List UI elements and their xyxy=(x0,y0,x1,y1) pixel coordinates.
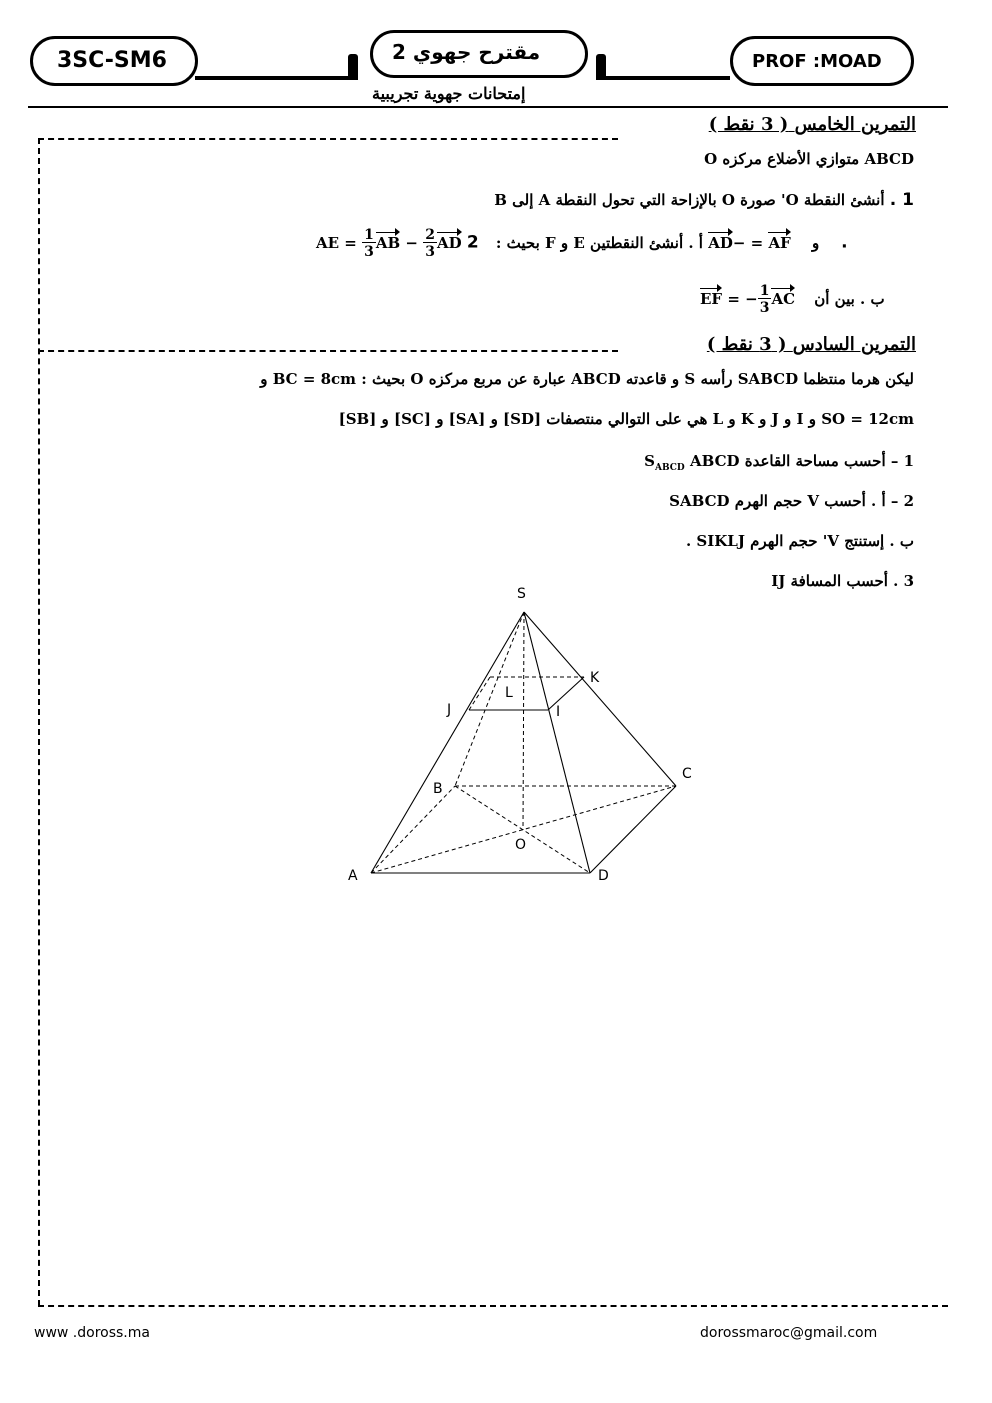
label-D: D xyxy=(598,868,609,884)
exercise6-points: ( 3 نقط ) xyxy=(706,334,787,355)
label-A: A xyxy=(348,868,358,884)
q2b-formula: EF = − $\frac{1}{3}$ AC xyxy=(700,283,796,316)
exercise5-q2b xyxy=(700,284,885,315)
e6-q1-sub: ABCD xyxy=(655,463,685,473)
edge-SB xyxy=(455,612,524,786)
segment-IK xyxy=(548,677,584,710)
exercise5-title xyxy=(709,114,916,135)
edge-SD xyxy=(524,612,590,873)
q2b-text: ب . بين أن xyxy=(814,289,885,308)
exercise6-q3: 3 . أحسب المسافة IJ xyxy=(771,572,914,590)
header-subtitle: إمتحانات جهوية تجريبية xyxy=(372,84,526,103)
q2-number: 2 . xyxy=(466,232,848,253)
exercise6-intro2: SO = 12cm و I و J و K و L هي على التوالي منتصفات [SD] و [SA] و [SC] و [SB] xyxy=(338,410,914,428)
edge-SC xyxy=(524,612,676,786)
label-O: O xyxy=(515,837,527,853)
exercise6-intro1: ليكن هرما منتظما SABCD رأسه S و قاعدته ABCD عبارة عن مربع مركزه O بحيث : BC = 8cm و xyxy=(260,370,914,388)
frame-left xyxy=(38,138,40,1306)
label-I: I xyxy=(556,704,561,720)
frame-top-1 xyxy=(38,138,618,140)
exercise5-title-text: التمرين الخامس xyxy=(794,114,916,135)
q1-number: 1 . xyxy=(889,190,914,210)
edge-DC xyxy=(590,786,676,873)
label-B: B xyxy=(433,781,443,797)
center-badge-text: مقترح جهوي 2 xyxy=(392,40,541,64)
exercise5-q1 xyxy=(494,190,914,210)
header-rule xyxy=(28,106,948,108)
exercise6-q1 xyxy=(644,452,914,473)
exercise6-title-text: التمرين السادس xyxy=(792,334,916,355)
header-bar xyxy=(195,76,350,80)
e6-q1-text: 1 – أحسب مساحة القاعدة S xyxy=(644,452,914,470)
q1-text: أنشئ النقطة O' صورة O بالإزاحة التي تحول النقطة A إلى B xyxy=(494,191,885,209)
label-L: L xyxy=(505,685,513,701)
label-K: K xyxy=(590,670,600,686)
footer-email[interactable]: dorossmaroc@gmail.com xyxy=(700,1325,878,1341)
label-S: S xyxy=(517,586,526,602)
edge-SA xyxy=(371,612,527,873)
exercise5-intro: ABCD متوازي الأضلاع مركزه O xyxy=(704,150,914,168)
frame-bottom xyxy=(38,1305,948,1307)
header-bar-right xyxy=(605,76,730,80)
label-C: C xyxy=(682,766,692,782)
exercise6-title xyxy=(707,334,916,355)
diag-BD xyxy=(455,786,590,873)
pyramid-figure xyxy=(340,580,720,900)
frame-divider xyxy=(38,350,618,352)
right-badge-text: PROF :MOAD xyxy=(752,51,882,72)
e6-q1-end: ABCD xyxy=(689,452,740,470)
left-badge-text: 3SC-SM6 xyxy=(57,48,167,73)
footer-website[interactable]: www .doross.ma xyxy=(34,1325,150,1341)
edge-AB xyxy=(371,786,455,873)
q2-text: أ . أنشئ النقطتين E و F بحيث : xyxy=(495,233,703,252)
q2-formula-af: AF = −AD xyxy=(708,233,791,252)
q2-and: و xyxy=(811,233,820,252)
height-SO xyxy=(523,612,524,830)
q2-formula-ae: AE = $\frac{1}{3}$ AB − $\frac{2}{3}$ AD xyxy=(316,227,462,260)
exercise5-q2 xyxy=(316,228,848,259)
exercise6-q2a: 2 – أ . أحسب V حجم الهرم SABCD xyxy=(669,492,914,510)
exercise5-points: ( 3 نقط ) xyxy=(708,114,789,135)
label-J: J xyxy=(447,702,452,718)
exercise6-q2b: ب . إستنتج V' حجم الهرم SIKLJ . xyxy=(685,532,914,550)
